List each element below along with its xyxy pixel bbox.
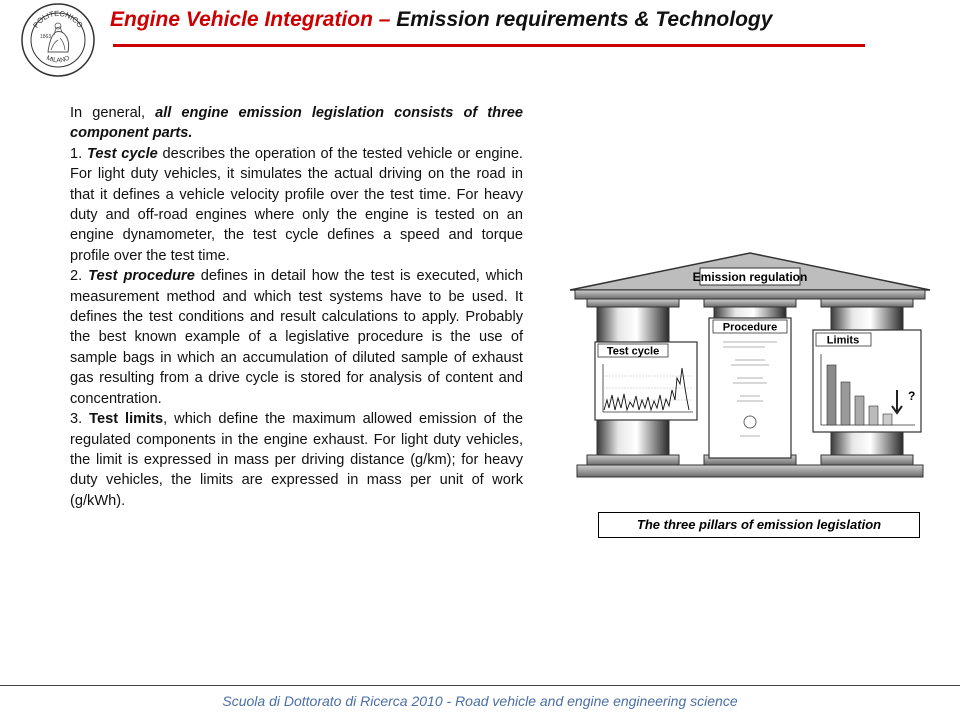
procedure-label: Procedure [722, 321, 778, 334]
three-pillars-figure [565, 250, 935, 490]
item2-number: 2. [70, 268, 89, 285]
logo-text-bottom: MILANO [45, 54, 71, 65]
limit-bar [841, 382, 850, 425]
svg-text:POLITECNICO [31, 9, 85, 30]
title-prefix: Engine Vehicle Integration – [110, 8, 397, 31]
svg-text:MILANO [45, 55, 71, 65]
test-cycle-panel [595, 342, 697, 420]
limit-bar [855, 396, 864, 425]
test-cycle-label: Test cycle [606, 345, 660, 358]
limits-question: ? [908, 389, 916, 403]
footer-divider [0, 685, 960, 686]
logo-text-top: POLITECNICO [31, 8, 85, 30]
item1-number: 1. [70, 145, 87, 162]
item-test-cycle [70, 144, 523, 266]
procedure-panel [709, 318, 791, 458]
politecnico-seal-icon [20, 2, 96, 78]
limit-bar [827, 365, 836, 425]
limit-bar [883, 414, 892, 425]
item-test-limits [70, 409, 523, 511]
limit-bar [869, 406, 878, 425]
item1-term: Test cycle [86, 145, 158, 162]
limits-label: Limits [826, 334, 860, 347]
intro-emphasis: all engine emission legislation consists of three component parts. [70, 105, 523, 142]
intro-paragraph [70, 103, 523, 144]
limits-panel [813, 330, 921, 432]
title-main: Emission requirements & Technology [396, 8, 773, 31]
figure-caption: The three pillars of emission legislation [598, 512, 920, 538]
roof-label: Emission regulation [692, 270, 808, 284]
item3-term: Test limits [89, 411, 164, 428]
item2-term: Test procedure [88, 268, 195, 285]
item1-text: describes the operation of the tested vehicle or engine. For light duty vehicles, it simulates the actual driving on the road in that it defines a vehicle velocity profile over the test time. For heavy duty and off-road engines where only the engine is tested on an engine dynamometer, the test cycle defines a speed and torque profile over the test time. [70, 145, 523, 264]
intro-plain: In general, [70, 105, 156, 121]
footer-text: Scuola di Dottorato di Ricerca 2010 - Road vehicle and engine engineering science [222, 693, 738, 709]
logo-year: 1863 [40, 34, 52, 40]
title-underline [113, 44, 865, 47]
roof-slab [575, 290, 925, 299]
item3-number: 3. [70, 411, 90, 428]
item2-text: defines in detail how the test is executed, which measurement method and which test systems have to be used. It defines the test conditions and result calculations to apply. Probably the best known example of a legislative procedure is the use of sample bags in which an accumulation of diluted sample of exhaust gas resulting from a drive cycle is stored for analysis of content and concentration. [70, 268, 523, 407]
item3-text: , which define the maximum allowed emission of the regulated components in the engine exhaust. For light duty vehicles, the limit is expressed in mass per driving distance (g/km); for heavy duty vehicles, the limits are expressed in mass per unit of work (g/kWh). [70, 411, 523, 509]
base-slab [577, 465, 923, 477]
page-title [110, 8, 870, 32]
body-text [70, 103, 523, 511]
item-test-procedure [70, 266, 523, 409]
